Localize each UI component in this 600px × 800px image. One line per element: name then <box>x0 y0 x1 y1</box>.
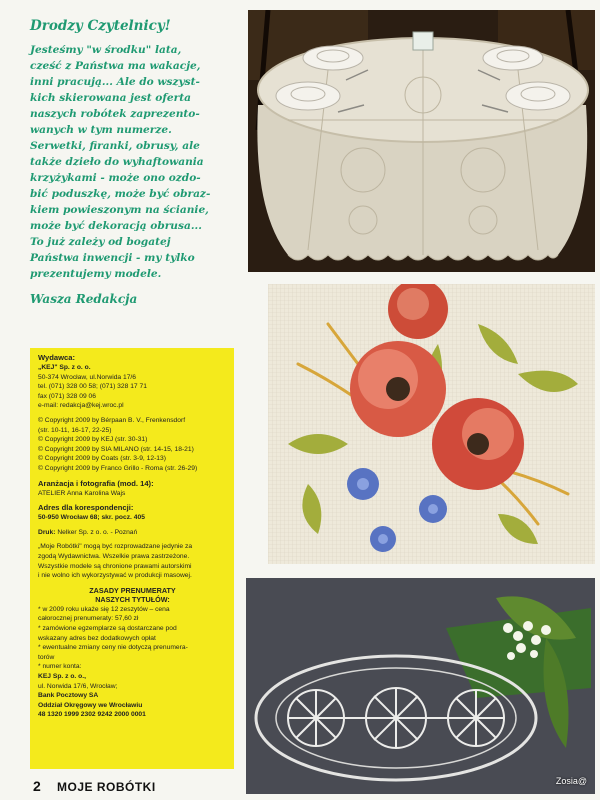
photo-watermark: Zosia@ <box>555 776 587 786</box>
rights-line: i nie wolno ich wykorzystywać w produkcji masowej. <box>38 572 192 580</box>
letter-line: Serwetki, firanki, obrusy, ale <box>30 140 200 152</box>
publisher-name: „KEJ" Sp. z o. o. <box>38 364 91 371</box>
correspondence-heading: Adres dla korespondencji: <box>38 503 134 513</box>
letter-line: Jesteśmy "w środku" lata, <box>30 44 182 56</box>
letter-line: kich skierowana jest oferta <box>30 92 191 104</box>
subscription-subheading: NASZYCH TYTUŁÓW: <box>95 595 170 605</box>
arrangement-value: ATELIER Anna Karolina Wajs <box>38 489 126 497</box>
copyright-line: © Copyright 2009 by Coats (str. 3-9, 12-13) <box>38 455 166 463</box>
subscription-line: * numer konta: <box>38 663 82 671</box>
doily-photo <box>246 578 595 794</box>
subscription-line: całorocznej prenumeraty: 57,60 zł <box>38 615 139 623</box>
print-value: Nelker Sp. z o. o. - Poznań <box>57 528 138 536</box>
magazine-name: MOJE ROBÓTKI <box>57 780 156 794</box>
letter-line: krzyżykami - może ono ozdo- <box>30 172 201 184</box>
subscription-line: * w 2009 roku ukaże się 12 zeszytów – cena <box>38 605 170 613</box>
publisher-tel: tel. (071) 328 00 58; (071) 328 17 71 <box>38 383 147 391</box>
rights-line: zgodą Wydawnictwa. Wszelkie prawa zastrzeżone. <box>38 552 190 560</box>
tablecloth-illustration <box>248 10 595 272</box>
letter-line: prezentujemy modele. <box>30 268 162 280</box>
publisher-address: 50-374 Wrocław, ul.Norwida 17/6 <box>38 373 137 381</box>
account-line: ul. Norwida 17/6, Wrocław; <box>38 682 118 690</box>
copyright-line: © Copyright 2009 by SIA MILANO (str. 14-15, 18-21) <box>38 445 194 453</box>
copyright-line: © Copyright 2009 by Franco Grillo - Roma (str. 26-29) <box>38 464 198 472</box>
rights-line: „Moje Robótki" mogą być rozprowadzane jedynie za <box>38 543 193 551</box>
account-line: Oddział Okręgowy we Wrocławiu <box>38 701 143 709</box>
print-info <box>38 528 227 538</box>
letter-line: wanych w tym numerze. <box>30 124 172 136</box>
letter-line: Państwa inwencji - my tylko <box>30 252 195 264</box>
cross-stitch-illustration <box>268 284 595 564</box>
letter-line: kiem powieszonym na ścianie, <box>30 204 209 216</box>
letter-heading: Drodzy Czytelnicy! <box>30 18 171 34</box>
letter-line: bić poduszkę, może być obraz- <box>30 188 211 200</box>
subscription-line: * zamówione egzemplarze są dostarczane pod <box>38 625 177 633</box>
tablecloth-photo <box>248 10 595 272</box>
correspondence-value: 50-950 Wrocław 68; skr. pocz. 405 <box>38 514 145 522</box>
letter-line: także dzieło do wyhaftowania <box>30 156 204 168</box>
copyright-line: (str. 10-11, 16-17, 22-25) <box>38 426 112 434</box>
letter-line: naszych robótek zaprezento- <box>30 108 200 120</box>
account-line: Bank Pocztowy SA <box>38 692 99 700</box>
letter-line: może być dekoracją obrusa... <box>30 220 202 232</box>
subscription-line: * ewentualne zmiany ceny nie dotyczą prenumera- <box>38 644 188 652</box>
subscription-line: wskazany adres bez dodatkowych opłat <box>38 634 156 642</box>
publisher-fax: fax (071) 328 09 06 <box>38 392 96 400</box>
rights-line: Wszystkie modele są chronione prawami autorskimi <box>38 562 192 570</box>
subscription-heading: ZASADY PRENUMERATY <box>89 585 176 595</box>
editorial-letter <box>30 18 235 306</box>
doily-illustration <box>246 578 595 794</box>
print-heading: Druk: <box>38 528 56 536</box>
letter-body <box>30 42 235 282</box>
arrangement-heading: Aranżacja i fotografia (mod. 14): <box>38 478 154 488</box>
copyright-line: © Copyright 2009 by KEJ (str. 30-31) <box>38 436 148 444</box>
publisher-heading: Wydawca: <box>38 353 75 362</box>
publisher-email: e-mail: redakcja@kej.wroc.pl <box>38 402 124 410</box>
subscription-line: torów <box>38 653 55 661</box>
cross-stitch-photo <box>268 284 595 564</box>
letter-line: cześć z Państwa ma wakacje, <box>30 60 201 72</box>
letter-line: inni pracują... Ale do wszyst- <box>30 76 200 88</box>
letter-line: To już zależy od bogatej <box>30 236 171 248</box>
copyright-line: © Copyright 2009 by Bérpaan B. V., Frenkensdorf <box>38 416 186 424</box>
imprint-box <box>30 348 234 769</box>
page-number: 2 <box>33 778 41 794</box>
account-line: KEJ Sp. z o. o., <box>38 673 86 681</box>
letter-signature: Wasza Redakcja <box>30 292 138 306</box>
account-number: 48 1320 1999 2302 9242 2000 0001 <box>38 711 146 719</box>
